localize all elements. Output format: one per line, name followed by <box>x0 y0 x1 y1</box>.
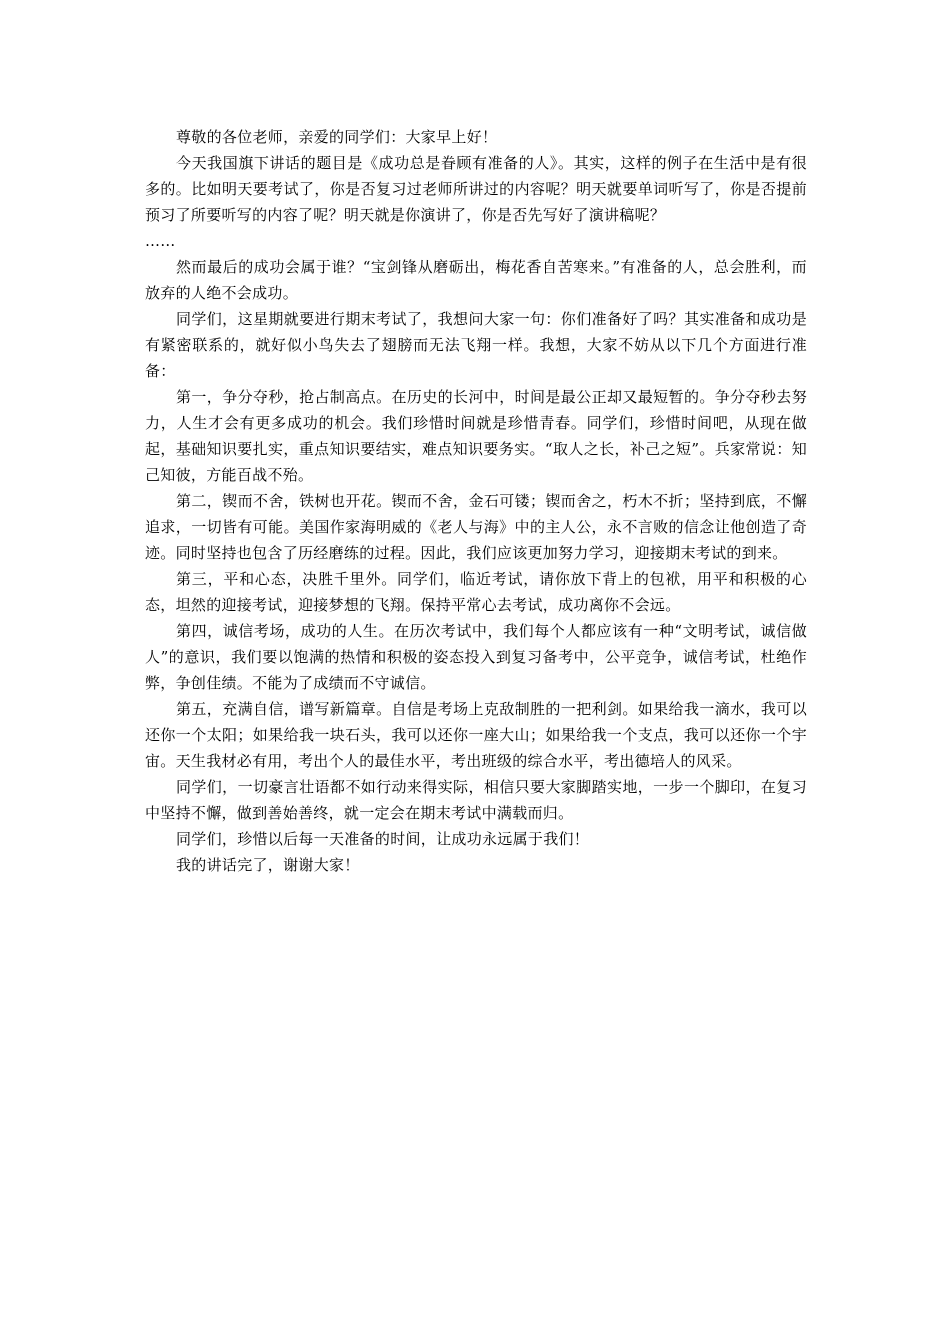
paragraph-exam-intro: 同学们，这星期就要进行期末考试了，我想问大家一句：你们准备好了吗？其实准备和成功是有紧密联系的，就好似小鸟失去了翅膀而无法飞翔一样。我想，大家不妨从以下几个方面进行准备： <box>145 310 807 380</box>
paragraph-topic: 今天我国旗下讲话的题目是《成功总是眷顾有准备的人》。其实，这样的例子在生活中是有很多的。比如明天要考试了，你是否复习过老师所讲过的内容呢？明天就要单词听写了，你是否提前预习了所要听写的内容了呢？明天就是你演讲了，你是否先写好了演讲稿呢？ <box>145 154 807 224</box>
paragraph-point-2: 第二，锲而不舍，铁树也开花。锲而不舍，金石可镂；锲而舍之，朽木不折；坚持到底，不懈追求，一切皆有可能。美国作家海明威的《老人与海》中的主人公，永不言败的信念让他创造了奇迹。同时坚持也包含了历经磨练的过程。因此，我们应该更加努力学习，迎接期末考试的到来。 <box>145 492 807 562</box>
closing-paragraph: 我的讲话完了，谢谢大家！ <box>176 856 360 874</box>
paragraph-cherish-time: 同学们，珍惜以后每一天准备的时间，让成功永远属于我们！ <box>176 830 590 848</box>
paragraph-who-succeeds: 然而最后的成功会属于谁？“宝剑锋从磨砺出，梅花香自苦寒来。”有准备的人，总会胜利，而放弃的人绝不会成功。 <box>145 258 807 302</box>
speech-body <box>145 124 807 878</box>
greeting-paragraph: 尊敬的各位老师，亲爱的同学们：大家早上好！ <box>176 128 498 146</box>
paragraph-point-4: 第四，诚信考场，成功的人生。在历次考试中，我们每个人都应该有一种“文明考试，诚信做人”的意识，我们要以饱满的热情和积极的姿态投入到复习备考中，公平竞争，诚信考试，杜绝作弊，争创佳绩。不能为了成绩而不守诚信。 <box>145 622 807 692</box>
paragraph-point-1: 第一，争分夺秒，抢占制高点。在历史的长河中，时间是最公正却又最短暂的。争分夺秒去努力，人生才会有更多成功的机会。我们珍惜时间就是珍惜青春。同学们，珍惜时间吧，从现在做起，基础知识要扎实，重点知识要结实，难点知识要务实。“取人之长，补己之短”。兵家常说：知己知彼，方能百战不殆。 <box>145 388 807 484</box>
paragraph-point-5: 第五，充满自信，谱写新篇章。自信是考场上克敌制胜的一把利剑。如果给我一滴水，我可以还你一个太阳；如果给我一块石头，我可以还你一座大山；如果给我一个支点，我可以还你一个宇宙。天生我材必有用，考出个人的最佳水平，考出班级的综合水平，考出德培人的风采。 <box>145 700 807 770</box>
paragraph-point-3: 第三，平和心态，决胜千里外。同学们，临近考试，请你放下背上的包袱，用平和积极的心态，坦然的迎接考试，迎接梦想的飞翔。保持平常心去考试，成功离你不会远。 <box>145 570 807 614</box>
ellipsis-line: …… <box>145 232 176 250</box>
paragraph-action: 同学们，一切豪言壮语都不如行动来得实际，相信只要大家脚踏实地，一步一个脚印，在复习中坚持不懈，做到善始善终，就一定会在期末考试中满载而归。 <box>145 778 807 822</box>
